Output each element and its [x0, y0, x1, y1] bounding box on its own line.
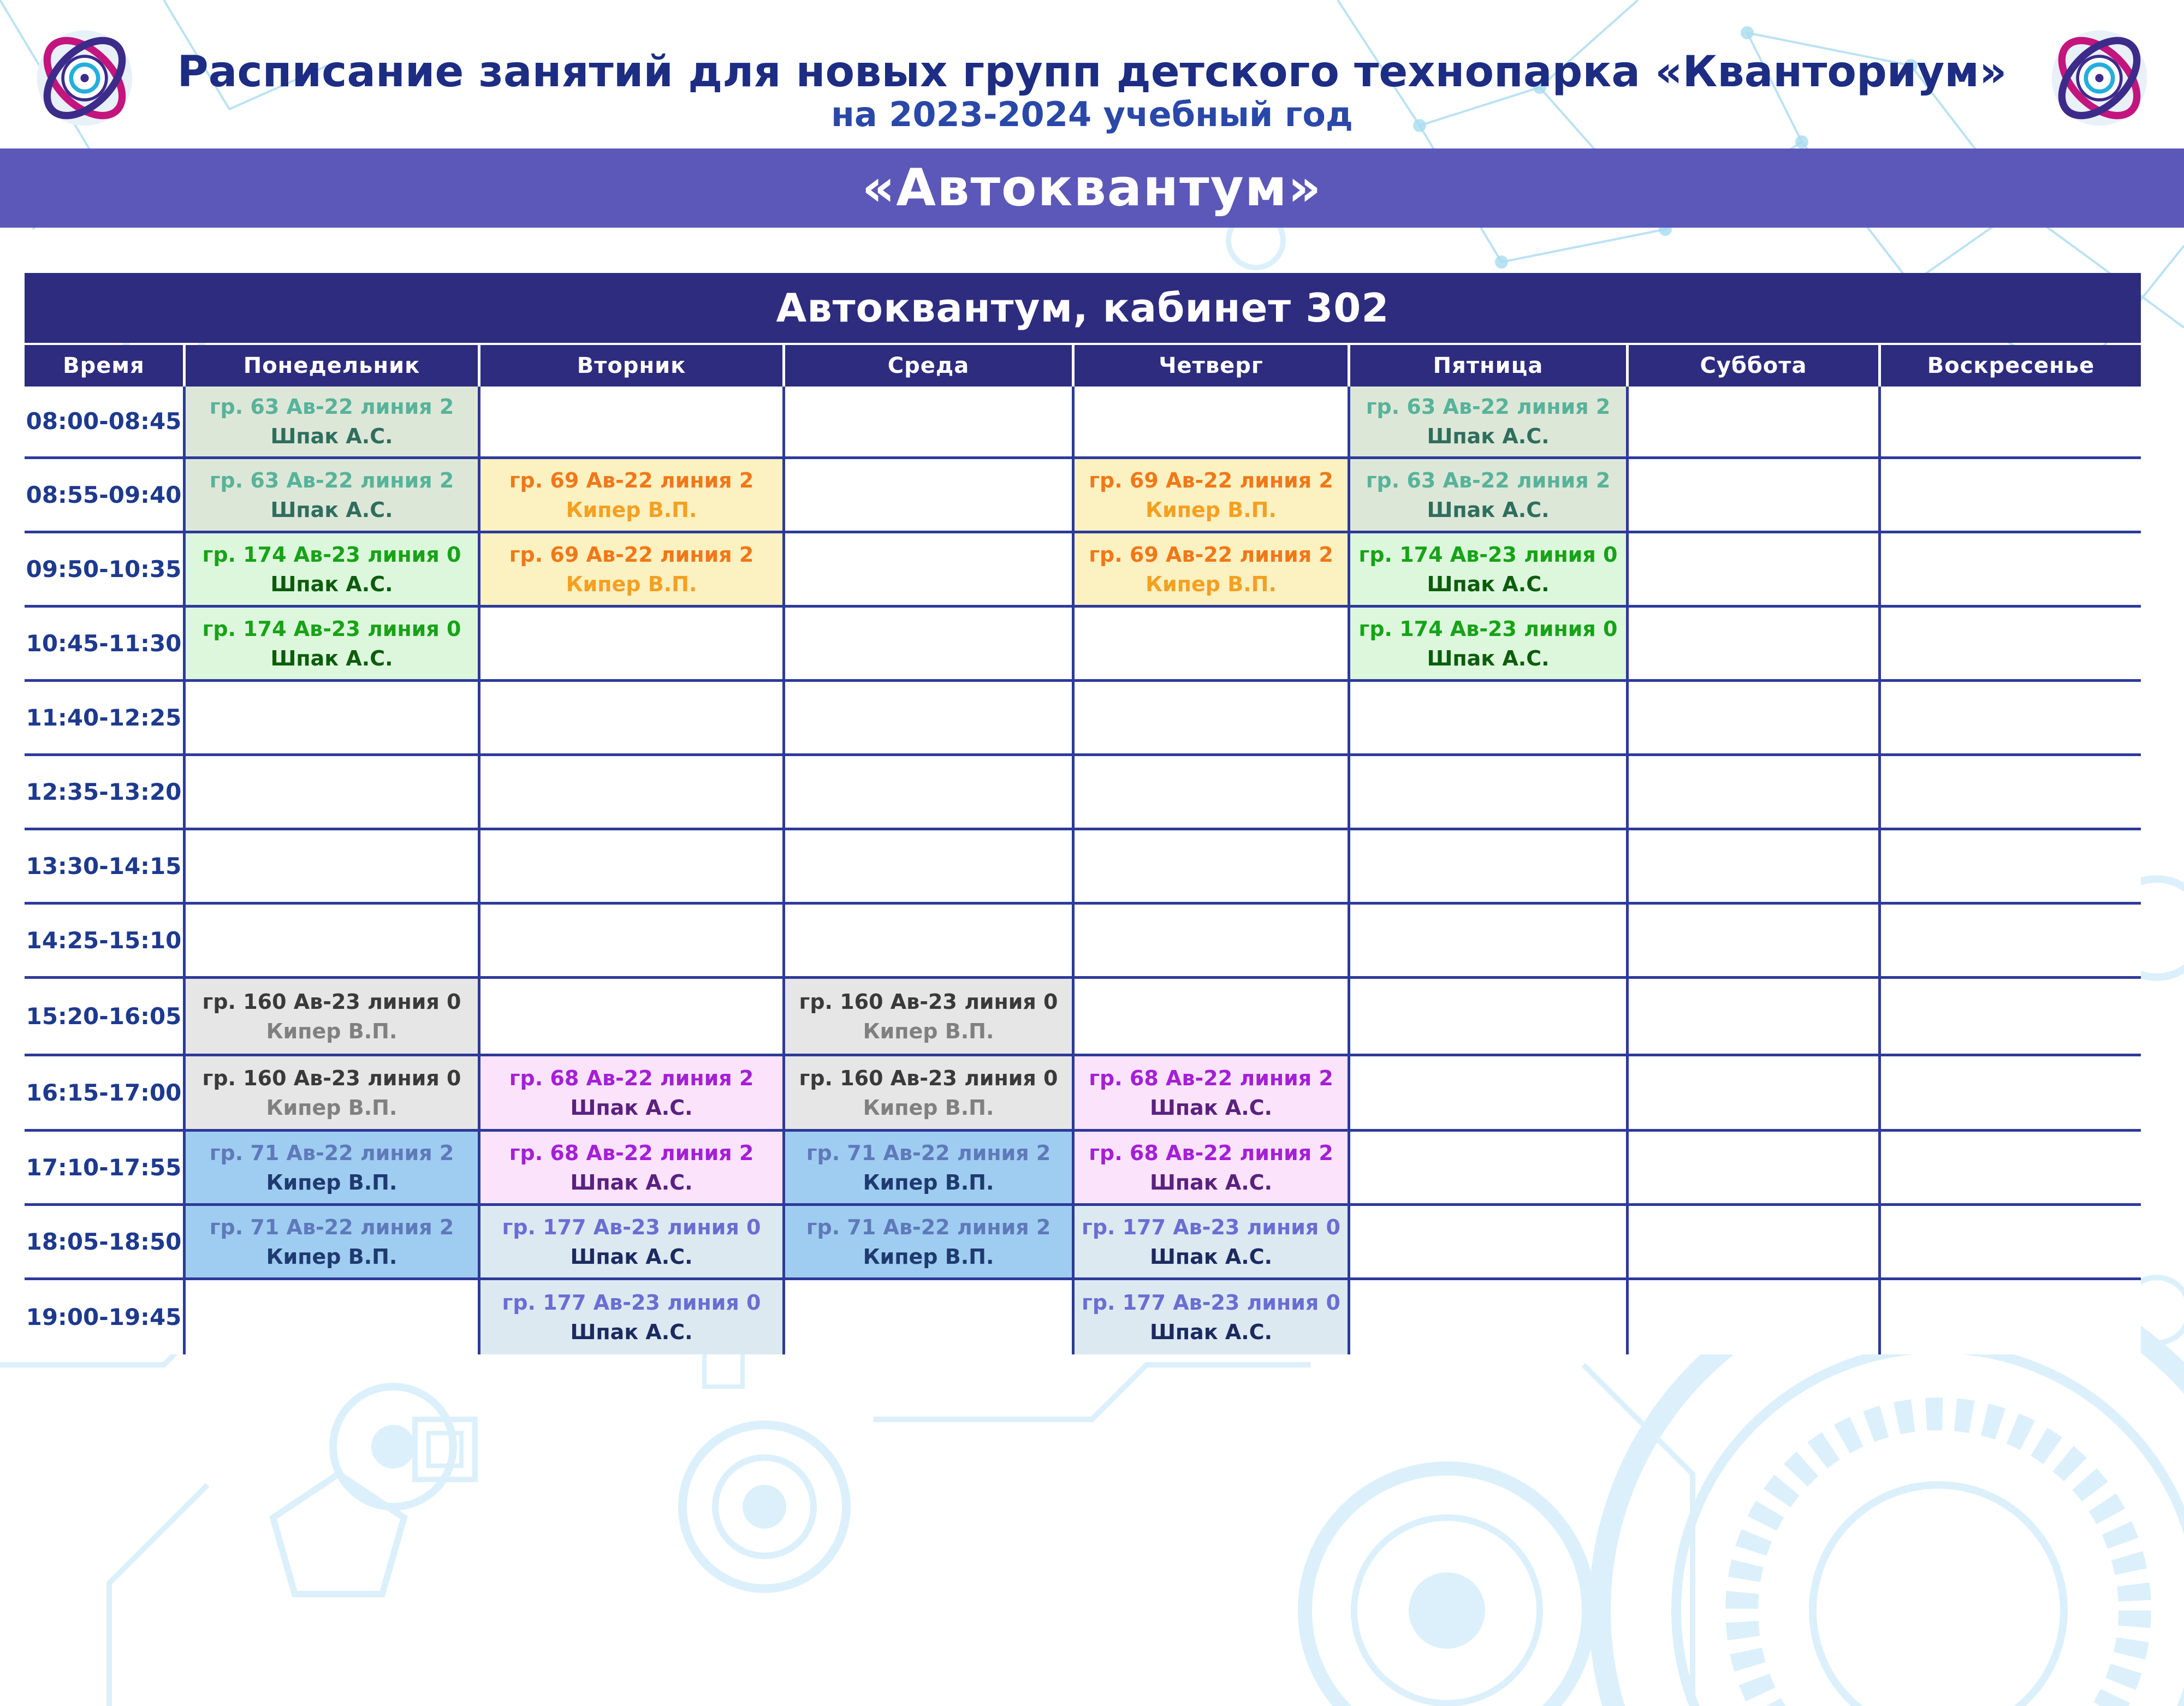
lesson-cell — [1348, 387, 1626, 456]
empty-cell — [1626, 459, 1878, 531]
time-slot: 16:15-17:00 — [26, 1079, 182, 1106]
table-row — [25, 1280, 2141, 1354]
lesson-teacher: Шпак А.С. — [1427, 646, 1550, 670]
empty-cell — [1878, 387, 2141, 456]
lesson-teacher: Шпак А.С. — [270, 424, 393, 448]
table-row — [25, 387, 2141, 459]
empty-cell — [782, 830, 1072, 902]
empty-cell — [1878, 1056, 2141, 1129]
time-slot: 13:30-14:15 — [26, 852, 182, 879]
empty-cell — [782, 905, 1072, 976]
empty-cell — [1626, 905, 1878, 976]
lesson-teacher: Шпак А.С. — [1149, 1244, 1273, 1269]
table-header-row — [25, 345, 2141, 387]
empty-cell — [1626, 1206, 1878, 1277]
lesson-group: гр. 63 Ав-22 линия 2 — [209, 468, 454, 492]
column-header: Четверг — [1072, 345, 1348, 387]
lesson-cell — [1072, 1056, 1348, 1129]
page-subtitle: на 2023-2024 учебный год — [830, 94, 1353, 134]
lesson-cell — [183, 979, 478, 1054]
time-slot: 15:20-16:05 — [26, 1002, 182, 1030]
lesson-teacher: Кипер В.П. — [566, 572, 697, 596]
time-slot: 14:25-15:10 — [26, 926, 182, 954]
lesson-group: гр. 69 Ав-22 линия 2 — [509, 468, 754, 492]
empty-cell — [1348, 830, 1626, 902]
table-row — [25, 459, 2141, 533]
lesson-cell — [1072, 1132, 1348, 1203]
lesson-cell — [183, 1206, 478, 1277]
lesson-cell — [183, 533, 478, 605]
empty-cell — [478, 387, 782, 456]
table-row — [25, 1132, 2141, 1206]
lesson-cell — [183, 459, 478, 531]
lesson-cell — [478, 1280, 782, 1354]
lesson-group: гр. 174 Ав-23 линия 0 — [1358, 542, 1618, 567]
lesson-teacher: Кипер В.П. — [863, 1019, 994, 1043]
empty-cell — [478, 682, 782, 753]
lesson-group: гр. 160 Ав-23 линия 0 — [799, 1066, 1058, 1090]
empty-cell — [1348, 682, 1626, 753]
lesson-teacher: Шпак А.С. — [270, 497, 393, 522]
lesson-cell — [478, 1206, 782, 1277]
lesson-group: гр. 177 Ав-23 линия 0 — [502, 1215, 761, 1239]
empty-cell — [1626, 387, 1878, 456]
lesson-teacher: Кипер В.П. — [266, 1095, 397, 1120]
lesson-group: гр. 63 Ав-22 линия 2 — [1366, 468, 1611, 492]
empty-cell — [1626, 1280, 1878, 1354]
lesson-teacher: Кипер В.П. — [266, 1019, 397, 1043]
time-slot: 18:05-18:50 — [26, 1228, 182, 1255]
lesson-cell — [183, 1056, 478, 1129]
lesson-cell — [782, 979, 1072, 1054]
lesson-group: гр. 174 Ав-23 линия 0 — [202, 616, 461, 641]
lesson-cell — [478, 1056, 782, 1129]
lesson-teacher: Шпак А.С. — [570, 1320, 693, 1344]
lesson-cell — [478, 1132, 782, 1203]
table-row — [25, 533, 2141, 608]
lesson-group: гр. 71 Ав-22 линия 2 — [806, 1140, 1051, 1165]
empty-cell — [1878, 830, 2141, 902]
lesson-group: гр. 63 Ав-22 линия 2 — [1366, 395, 1611, 419]
empty-cell — [1072, 830, 1348, 902]
lesson-cell — [782, 1056, 1072, 1129]
lesson-teacher: Кипер В.П. — [1146, 572, 1277, 596]
lesson-cell — [1072, 533, 1348, 605]
table-row — [25, 1206, 2141, 1280]
lesson-group: гр. 160 Ав-23 линия 0 — [202, 1066, 461, 1090]
empty-cell — [183, 905, 478, 976]
lesson-teacher: Кипер В.П. — [863, 1095, 994, 1120]
section-banner: «Автоквантум» — [0, 148, 2184, 228]
time-slot: 08:55-09:40 — [26, 481, 182, 508]
empty-cell — [1878, 756, 2141, 828]
empty-cell — [782, 459, 1072, 531]
time-slot: 09:50-10:35 — [26, 555, 182, 582]
empty-cell — [782, 1280, 1072, 1354]
lesson-group: гр. 177 Ав-23 линия 0 — [502, 1291, 761, 1315]
lesson-teacher: Кипер В.П. — [266, 1170, 397, 1194]
time-slot: 19:00-19:45 — [26, 1304, 182, 1330]
lesson-teacher: Шпак А.С. — [570, 1244, 693, 1269]
empty-cell — [1626, 682, 1878, 753]
empty-cell — [183, 1280, 478, 1354]
empty-cell — [782, 533, 1072, 605]
lesson-cell — [1348, 533, 1626, 605]
table-row — [25, 682, 2141, 756]
empty-cell — [1626, 608, 1878, 679]
empty-cell — [478, 756, 782, 828]
lesson-teacher: Шпак А.С. — [1149, 1095, 1273, 1120]
column-header: Среда — [782, 345, 1072, 387]
lesson-cell — [478, 459, 782, 531]
lesson-group: гр. 63 Ав-22 линия 2 — [209, 395, 454, 419]
lesson-group: гр. 68 Ав-22 линия 2 — [509, 1066, 754, 1090]
lesson-group: гр. 69 Ав-22 линия 2 — [1089, 468, 1333, 492]
table-row — [25, 608, 2141, 682]
empty-cell — [1626, 533, 1878, 605]
empty-cell — [478, 979, 782, 1054]
column-header: Пятница — [1348, 345, 1626, 387]
lesson-group: гр. 68 Ав-22 линия 2 — [509, 1140, 754, 1165]
lesson-teacher: Шпак А.С. — [570, 1095, 693, 1120]
time-slot: 08:00-08:45 — [26, 408, 182, 435]
empty-cell — [478, 830, 782, 902]
lesson-cell — [1072, 1206, 1348, 1277]
empty-cell — [1878, 1206, 2141, 1277]
empty-cell — [782, 756, 1072, 828]
lesson-group: гр. 68 Ав-22 линия 2 — [1089, 1140, 1333, 1165]
time-slot: 11:40-12:25 — [26, 704, 182, 731]
empty-cell — [1878, 682, 2141, 753]
lesson-group: гр. 177 Ав-23 линия 0 — [1081, 1215, 1341, 1239]
lesson-group: гр. 71 Ав-22 линия 2 — [209, 1215, 454, 1239]
table-row — [25, 830, 2141, 905]
empty-cell — [1072, 979, 1348, 1054]
lesson-cell — [1348, 608, 1626, 679]
empty-cell — [1072, 682, 1348, 753]
empty-cell — [1072, 905, 1348, 976]
lesson-cell — [782, 1206, 1072, 1277]
lesson-teacher: Шпак А.С. — [270, 572, 393, 596]
lesson-teacher: Кипер В.П. — [863, 1170, 994, 1194]
lesson-teacher: Шпак А.С. — [1149, 1320, 1273, 1344]
empty-cell — [1626, 1056, 1878, 1129]
empty-cell — [183, 682, 478, 753]
column-header: Понедельник — [183, 345, 478, 387]
lesson-teacher: Шпак А.С. — [1427, 424, 1550, 448]
lesson-group: гр. 69 Ав-22 линия 2 — [509, 542, 754, 567]
lesson-group: гр. 174 Ав-23 линия 0 — [202, 542, 461, 567]
lesson-group: гр. 71 Ав-22 линия 2 — [806, 1215, 1051, 1239]
lesson-group: гр. 174 Ав-23 линия 0 — [1358, 616, 1618, 641]
lesson-group: гр. 69 Ав-22 линия 2 — [1089, 542, 1333, 567]
lesson-cell — [1348, 459, 1626, 531]
lesson-cell — [1072, 1280, 1348, 1354]
lesson-cell — [183, 387, 478, 456]
empty-cell — [1072, 608, 1348, 679]
lesson-teacher: Шпак А.С. — [1427, 572, 1550, 596]
empty-cell — [1878, 459, 2141, 531]
empty-cell — [1878, 1132, 2141, 1203]
lesson-group: гр. 71 Ав-22 линия 2 — [209, 1140, 454, 1165]
empty-cell — [1348, 1056, 1626, 1129]
lesson-teacher: Кипер В.П. — [863, 1244, 994, 1269]
table-row — [25, 979, 2141, 1056]
empty-cell — [478, 608, 782, 679]
empty-cell — [1348, 1206, 1626, 1277]
column-header: Суббота — [1626, 345, 1878, 387]
empty-cell — [1626, 830, 1878, 902]
time-slot: 10:45-11:30 — [26, 629, 182, 657]
time-slot: 17:10-17:55 — [26, 1154, 182, 1181]
empty-cell — [1348, 905, 1626, 976]
lesson-group: гр. 68 Ав-22 линия 2 — [1089, 1066, 1333, 1090]
lesson-cell — [478, 533, 782, 605]
empty-cell — [1878, 533, 2141, 605]
empty-cell — [1348, 1132, 1626, 1203]
table-row — [25, 1056, 2141, 1132]
lesson-cell — [183, 1132, 478, 1203]
lesson-teacher: Кипер В.П. — [1146, 497, 1277, 522]
empty-cell — [1072, 387, 1348, 456]
lesson-group: гр. 160 Ав-23 линия 0 — [799, 989, 1058, 1014]
table-row — [25, 756, 2141, 830]
empty-cell — [183, 756, 478, 828]
lesson-teacher: Кипер В.П. — [566, 497, 697, 522]
lesson-teacher: Шпак А.С. — [1149, 1170, 1273, 1194]
empty-cell — [1878, 1280, 2141, 1354]
empty-cell — [782, 387, 1072, 456]
lesson-group: гр. 160 Ав-23 линия 0 — [202, 989, 461, 1014]
empty-cell — [782, 682, 1072, 753]
empty-cell — [183, 830, 478, 902]
time-slot: 12:35-13:20 — [26, 778, 182, 805]
schedule-table — [25, 273, 2141, 1354]
lesson-cell — [1072, 459, 1348, 531]
empty-cell — [1626, 979, 1878, 1054]
empty-cell — [1348, 979, 1626, 1054]
empty-cell — [1072, 756, 1348, 828]
lesson-cell — [782, 1132, 1072, 1203]
column-header: Вторник — [478, 345, 782, 387]
empty-cell — [1878, 979, 2141, 1054]
table-title: Автоквантум, кабинет 302 — [25, 273, 2141, 343]
empty-cell — [1878, 905, 2141, 976]
lesson-group: гр. 177 Ав-23 линия 0 — [1081, 1291, 1341, 1315]
empty-cell — [1626, 756, 1878, 828]
empty-cell — [782, 608, 1072, 679]
column-header: Время — [63, 353, 145, 378]
lesson-teacher: Шпак А.С. — [570, 1170, 693, 1194]
table-body — [25, 387, 2141, 1354]
lesson-teacher: Шпак А.С. — [1427, 497, 1550, 522]
empty-cell — [1626, 1132, 1878, 1203]
lesson-teacher: Кипер В.П. — [266, 1244, 397, 1269]
empty-cell — [1348, 756, 1626, 828]
empty-cell — [1878, 608, 2141, 679]
lesson-teacher: Шпак А.С. — [270, 646, 393, 670]
column-header: Воскресенье — [1878, 345, 2141, 387]
empty-cell — [478, 905, 782, 976]
empty-cell — [1348, 1280, 1626, 1354]
page-title: Расписание занятий для новых групп детского технопарка «Кванториум» — [177, 47, 2007, 97]
lesson-cell — [183, 608, 478, 679]
table-row — [25, 905, 2141, 979]
